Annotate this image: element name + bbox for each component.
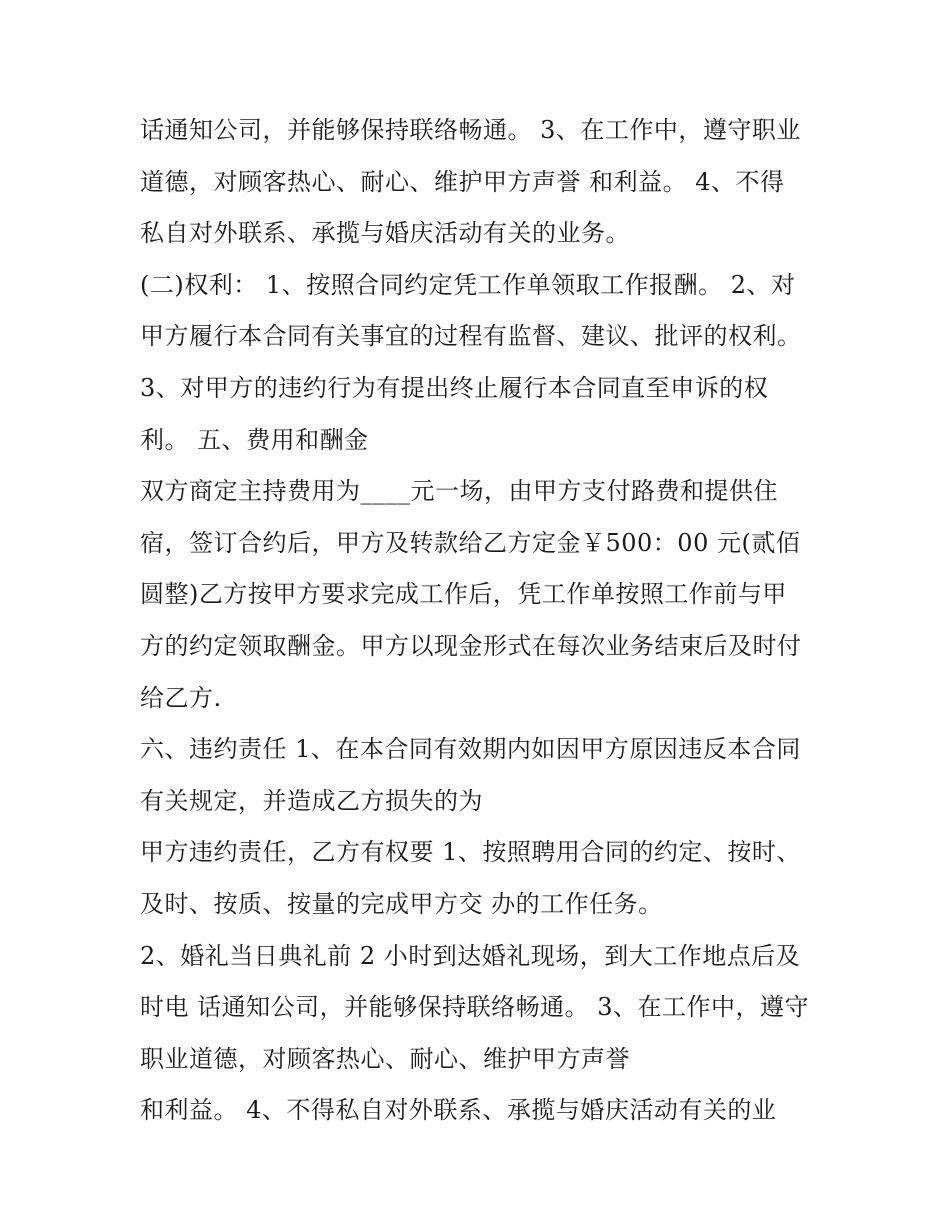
text-line: 有关规定，并造成乙方损失的为 — [140, 786, 483, 815]
text-line: 六、违约责任 1、在本合同有效期内如因甲方原因违反本合同 — [140, 735, 801, 764]
text-line: 职业道德，对顾客热心、耐心、维护甲方声誉 — [140, 1044, 630, 1073]
text-line: 和利益。 4、不得私自对外联系、承揽与婚庆活动有关的业 — [140, 1096, 777, 1125]
text-line: 私自对外联系、承揽与婚庆活动有关的业务。 — [140, 219, 630, 248]
text-line: 2、婚礼当日典礼前 2 小时到达婚礼现场，到大工作地点后及 — [140, 941, 801, 970]
text-line: 时电 话通知公司，并能够保持联络畅通。 3、在工作中，遵守 — [140, 993, 810, 1022]
text-line: 圆整)乙方按甲方要求完成工作后，凭工作单按照工作前与甲 — [140, 580, 787, 609]
text-line: 道德，对顾客热心、耐心、维护甲方声誉 和利益。 4、不得 — [140, 167, 785, 196]
text-line: 3、对甲方的违约行为有提出终止履行本合同直至申诉的权 — [140, 373, 769, 402]
document-body — [140, 110, 830, 1142]
text-line: 宿，签订合约后，甲方及转款给乙方定金￥500：00 元(贰佰 — [140, 528, 801, 557]
text-line: 双方商定主持费用为____元一场，由甲方支付路费和提供住 — [140, 477, 778, 506]
text-line: 方的约定领取酬金。甲方以现金形式在每次业务结束后及时付 — [140, 631, 802, 660]
text-line: 利。 五、费用和酬金 — [140, 425, 369, 454]
text-line: (二)权利： 1、按照合同约定凭工作单领取工作报酬。 2、对 — [140, 270, 796, 299]
text-line: 甲方违约责任，乙方有权要 1、按照聘用合同的约定、按时、 — [140, 838, 801, 867]
text-line: 及时、按质、按量的完成甲方交 办的工作任务。 — [140, 889, 663, 918]
text-line: 给乙方. — [140, 683, 222, 712]
text-line: 甲方履行本合同有关事宜的过程有监督、建议、批评的权利。 — [140, 322, 802, 351]
text-line: 话通知公司，并能够保持联络畅通。 3、在工作中，遵守职业 — [140, 116, 801, 144]
